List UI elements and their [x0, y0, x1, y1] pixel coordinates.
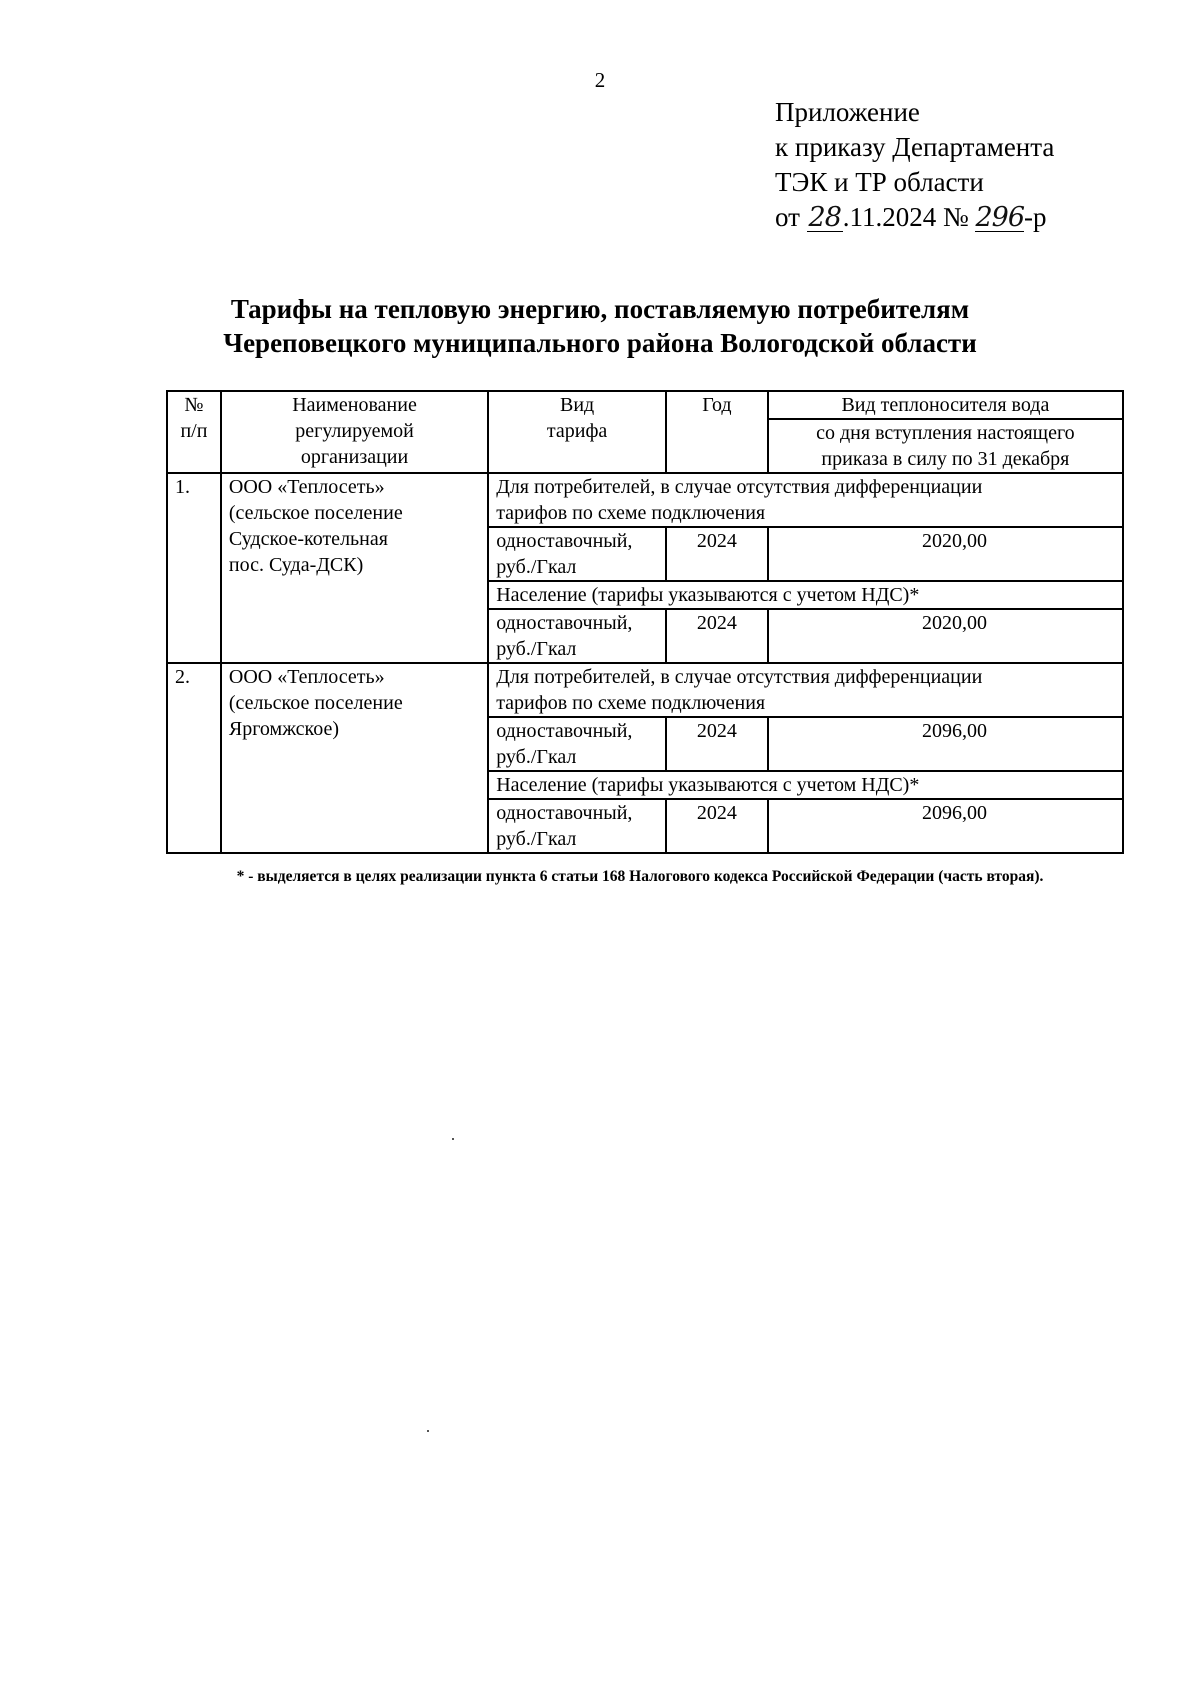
tariff-type — [488, 527, 666, 581]
row-number: 2. — [167, 663, 221, 853]
tariff-line: руб./Гкал — [496, 556, 577, 578]
tariff-type — [488, 609, 666, 663]
appendix-line-3: ТЭК и ТР области — [775, 167, 984, 197]
title-line-2: Череповецкого муниципального района Вологодской области — [223, 328, 977, 358]
tariff-year: 2024 — [666, 799, 768, 853]
handwritten-day: 28 — [808, 202, 841, 233]
scan-speck — [427, 1430, 429, 1432]
date-prefix: от — [775, 202, 800, 232]
org-line: Яргомжское) — [228, 718, 340, 740]
header-period-line: со дня вступления настоящего — [816, 422, 1075, 444]
group-line: Для потребителей, в случае отсутствия дифференциации — [496, 666, 983, 688]
header-period — [768, 419, 1123, 473]
header-year: Год — [666, 391, 768, 473]
header-row-1 — [167, 391, 1123, 419]
tariff-line: руб./Гкал — [496, 828, 577, 850]
group-line: тарифов по схеме подключения — [496, 502, 766, 524]
tariff-line: одноставочный, — [496, 612, 633, 634]
tariffs-table — [166, 390, 1124, 854]
consumer-group — [488, 663, 1123, 717]
population-group: Население (тарифы указываются с учетом НДС)* — [488, 581, 1123, 609]
header-num — [167, 391, 221, 473]
tariff-value: 2020,00 — [768, 609, 1123, 663]
tariff-line: одноставочный, — [496, 802, 633, 824]
header-org-line: Наименование — [292, 394, 417, 416]
title-line-1: Тарифы на тепловую энергию, поставляемую потребителям — [230, 294, 970, 324]
org-line: пос. Суда-ДСК) — [228, 554, 364, 576]
appendix-line-1: Приложение — [775, 97, 920, 127]
header-org — [221, 391, 488, 473]
org-line: Судское-котельная — [228, 528, 388, 550]
header-tariff-line: Вид — [560, 394, 595, 416]
row-number: 1. — [167, 473, 221, 663]
handwritten-order-number: 296 — [975, 202, 1025, 233]
page-number: 2 — [594, 68, 606, 92]
document-title — [0, 292, 1200, 360]
org-line: (сельское поселение — [228, 692, 403, 714]
order-suffix: -р — [1024, 202, 1047, 232]
tariff-line: руб./Гкал — [496, 746, 577, 768]
header-period-line: приказа в силу по 31 декабря — [821, 448, 1070, 470]
table-row — [167, 473, 1123, 527]
consumer-group — [488, 473, 1123, 527]
header-num-line: № — [184, 394, 204, 416]
table-row — [167, 663, 1123, 717]
org-line: (сельское поселение — [228, 502, 403, 524]
appendix-line-2: к приказу Департамента — [775, 132, 1055, 162]
row-organization — [221, 663, 488, 853]
group-line: Для потребителей, в случае отсутствия дифференциации — [496, 476, 983, 498]
header-org-line: организации — [300, 446, 409, 468]
tariff-line: одноставочный, — [496, 720, 633, 742]
appendix-date-line — [775, 200, 1054, 235]
tariff-line: одноставочный, — [496, 530, 633, 552]
header-tariff-line: тарифа — [546, 420, 608, 442]
appendix-block — [775, 95, 1054, 235]
org-line: ООО «Теплосеть» — [228, 476, 385, 498]
tariff-line: руб./Гкал — [496, 638, 577, 660]
tariff-value: 2096,00 — [768, 717, 1123, 771]
tariff-year: 2024 — [666, 527, 768, 581]
scan-speck — [452, 1138, 454, 1140]
tariff-value: 2096,00 — [768, 799, 1123, 853]
row-organization — [221, 473, 488, 663]
tariff-year: 2024 — [666, 717, 768, 771]
date-rest: .11.2024 № — [842, 202, 969, 232]
group-line: тарифов по схеме подключения — [496, 692, 766, 714]
tariff-year: 2024 — [666, 609, 768, 663]
tariff-type — [488, 717, 666, 771]
header-carrier: Вид теплоносителя вода — [768, 391, 1123, 419]
org-line: ООО «Теплосеть» — [228, 666, 385, 688]
tariff-value: 2020,00 — [768, 527, 1123, 581]
tariff-type — [488, 799, 666, 853]
header-num-line: п/п — [180, 420, 208, 442]
footnote: * - выделяется в целях реализации пункта 6 статьи 168 Налогового кодекса Российской Федерации (часть вторая). — [236, 868, 1044, 885]
header-org-line: регулируемой — [295, 420, 414, 442]
population-group: Население (тарифы указываются с учетом НДС)* — [488, 771, 1123, 799]
header-tariff-type — [488, 391, 666, 473]
